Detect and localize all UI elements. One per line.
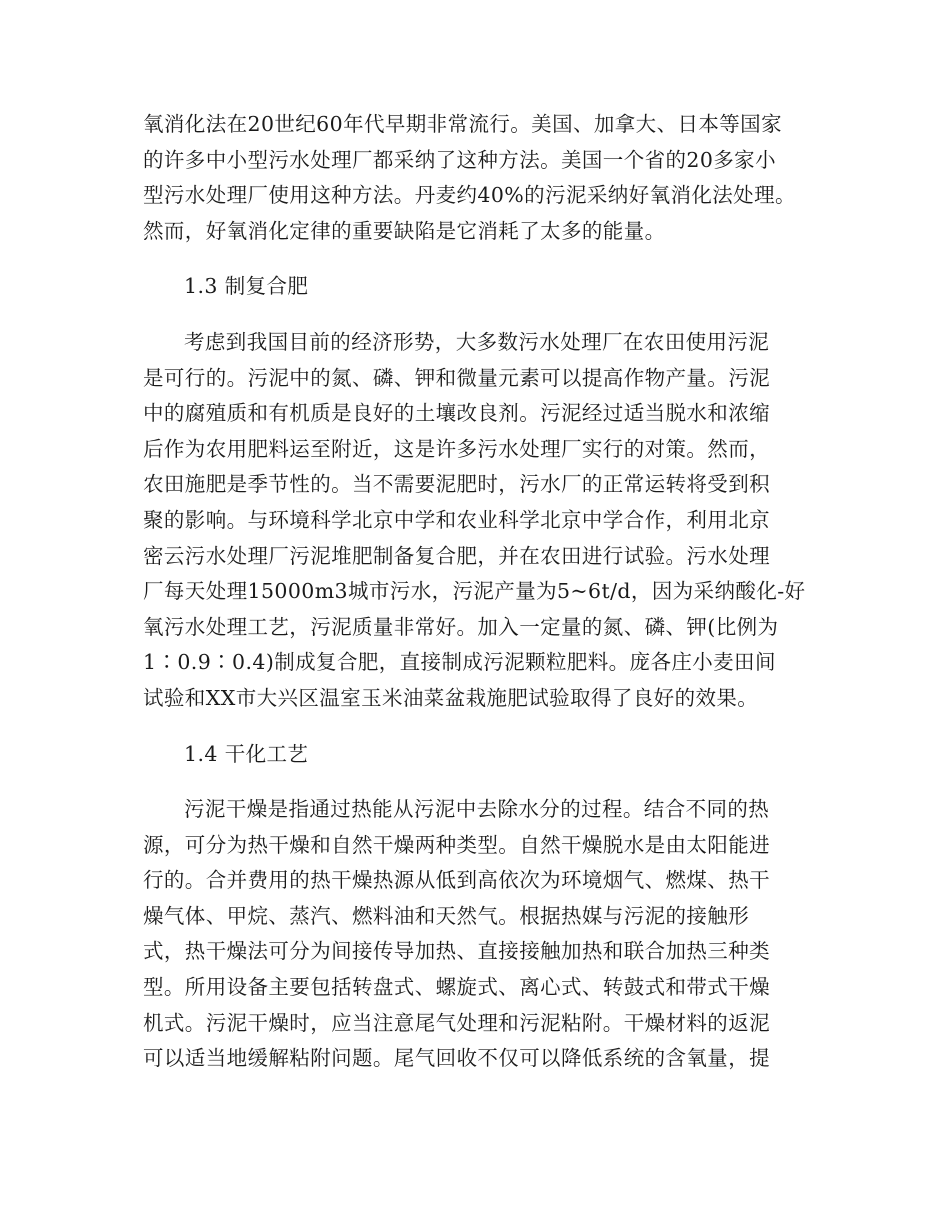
text-line: 燥气体、甲烷、蒸汽、燃料油和天然气。根据热媒与污泥的接触形 (143, 903, 750, 928)
text-line: 厂每天处理15000m3城市污水，污泥产量为5~6t/d，因为采纳酸化-好 (143, 579, 806, 604)
text-line: 是可行的。污泥中的氮、磷、钾和微量元素可以提高作物产量。污泥 (143, 365, 770, 390)
paragraph-spacer (143, 717, 803, 737)
text-line: 聚的影响。与环境科学北京中学和农业科学北京中学合作，利用北京 (143, 507, 770, 532)
text-line: 可以适当地缓解粘附问题。尾气回收不仅可以降低系统的含氧量，提 (143, 1046, 770, 1071)
text-line: 氧污水处理工艺，污泥质量非常好。加入一定量的氮、磷、钾(比例为 (143, 614, 779, 639)
text-line: 农田施肥是季节性的。当不需要泥肥时，污水厂的正常运转将受到积 (143, 472, 770, 497)
paragraph-spacer (143, 772, 803, 792)
text-line: 1∶0.9∶0.4)制成复合肥，直接制成污泥颗粒肥料。庞各庄小麦田间 (143, 650, 776, 675)
text-line: 试验和XX市大兴区温室玉米油菜盆栽施肥试验取得了良好的效果。 (143, 685, 759, 710)
paragraph-drying-process (143, 792, 803, 1077)
text-line: 的许多中小型污水处理厂都采纳了这种方法。美国一个省的20多家小 (143, 147, 776, 172)
text-line: 型污水处理厂使用这种方法。丹麦约40%的污泥采纳好氧消化法处理。 (143, 183, 796, 208)
text-line: 污泥干燥是指通过热能从污泥中去除水分的过程。结合不同的热 (184, 797, 770, 822)
paragraph-spacer (143, 305, 803, 325)
section-heading-1-3: 1.3 制复合肥 (184, 274, 309, 299)
text-line: 密云污水处理厂污泥堆肥制备复合肥，并在农田进行试验。污水处理 (143, 543, 770, 568)
section-heading-1-4: 1.4 干化工艺 (184, 741, 309, 766)
text-line: 式，热干燥法可分为间接传导加热、直接接触加热和联合加热三种类 (143, 939, 770, 964)
document-body (143, 107, 806, 1077)
text-line: 氧消化法在20世纪60年代早期非常流行。美国、加拿大、日本等国家 (143, 112, 782, 136)
paragraph-aerobic-digestion (143, 107, 803, 249)
text-line: 行的。合并费用的热干燥热源从低到高依次为环境烟气、燃煤、热干 (143, 868, 770, 893)
text-line: 中的腐殖质和有机质是良好的土壤改良剂。污泥经过适当脱水和浓缩 (143, 401, 770, 426)
text-line: 考虑到我国目前的经济形势，大多数污水处理厂在农田使用污泥 (184, 329, 770, 354)
text-line: 然而，好氧消化定律的重要缺陷是它消耗了太多的能量。 (143, 218, 666, 243)
text-line: 型。所用设备主要包括转盘式、螺旋式、离心式、转鼓式和带式干燥 (143, 975, 770, 1000)
text-line: 后作为农用肥料运至附近，这是许多污水处理厂实行的对策。然而， (143, 436, 770, 461)
text-line: 机式。污泥干燥时，应当注意尾气处理和污泥粘附。干燥材料的返泥 (143, 1010, 770, 1035)
paragraph-spacer (143, 249, 803, 269)
paragraph-compound-fertilizer (143, 325, 806, 717)
text-line: 源，可分为热干燥和自然干燥两种类型。自然干燥脱水是由太阳能进 (143, 832, 770, 857)
